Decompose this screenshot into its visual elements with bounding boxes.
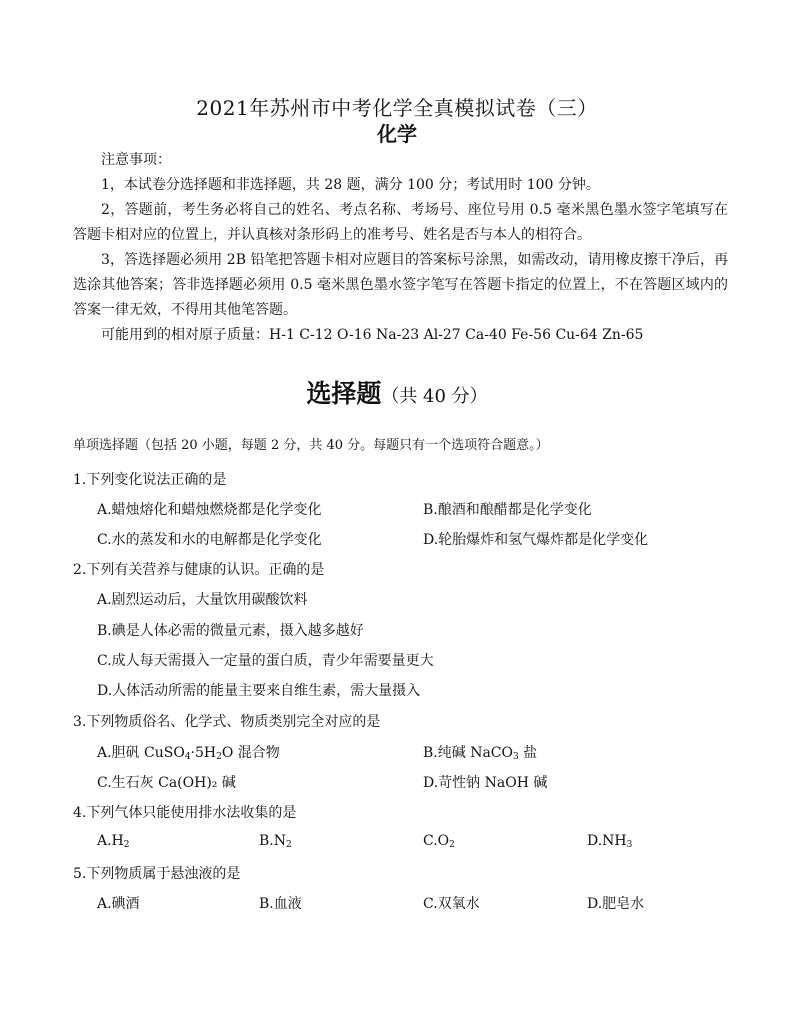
question-4-option-b-text: B.N: [259, 833, 286, 849]
notes-item-3: 3，答选择题必须用 2B 铅笔把答题卡相对应题目的答案标号涂黑，如需改动，请用橡皮擦干净后，再选涂其他答案；答非选择题必须用 0.5 毫米黑色墨水签字笔写在答题卡指定的位置上，不在答题区域内的答案一律无效，不得用其他笔答题。: [73, 252, 728, 318]
section-score: （共 40 分）: [381, 386, 488, 407]
question-3-option-b-text: 盐: [518, 745, 538, 761]
question-3-option-b: [423, 742, 537, 762]
question-1-option-c: C.水的蒸发和水的电解都是化学变化: [97, 532, 322, 548]
question-4-option-d-sub: 3: [626, 840, 633, 850]
question-5-option-b: B.血液: [259, 896, 302, 912]
section-heading: [0, 374, 794, 410]
question-3-option-b-sub: 3: [512, 752, 519, 762]
question-3-option-a-text: ·5H: [190, 745, 217, 761]
question-4-option-c-text: C.O: [423, 833, 450, 849]
notes-block: [73, 148, 728, 348]
question-4-option-d: [587, 833, 632, 850]
section-instructions: 单项选择题（包括 20 小题，每题 2 分，共 40 分。每题只有一个选项符合题意。）: [73, 438, 549, 453]
section-title: 选择题: [306, 379, 382, 408]
question-4-option-c: [423, 833, 455, 850]
question-4-option-b: [259, 833, 292, 850]
question-5-option-d: D.肥皂水: [587, 896, 645, 912]
notes-item-2: 2，答题前，考生务必将自己的姓名、考点名称、考场号、座位号用 0.5 毫米黑色墨水签字笔填写在答题卡相对应的位置上，并认真核对条形码上的准考号、姓名是否与本人的相符合。: [73, 202, 728, 243]
question-2-option-b: B.碘是人体必需的微量元素，摄入越多越好: [97, 623, 364, 639]
question-3-option-a-text: A.胆矾 CuSO: [97, 745, 185, 761]
notes-item-1: 1，本试卷分选择题和非选择题，共 28 题，满分 100 分；考试用时 100 分钟。: [101, 177, 600, 193]
question-2-stem: 2.下列有关营养与健康的认识。正确的是: [73, 562, 325, 578]
question-1-option-a: A.蜡烛熔化和蜡烛燃烧都是化学变化: [97, 502, 322, 518]
question-4-option-b-sub: 2: [286, 840, 292, 850]
question-3-option-d: D.苛性钠 NaOH 碱: [423, 775, 548, 791]
question-1-option-d: D.轮胎爆炸和氢气爆炸都是化学变化: [423, 532, 649, 548]
question-2-option-d: D.人体活动所需的能量主要来自维生素，需大量摄入: [97, 683, 421, 699]
question-4-stem: 4.下列气体只能使用排水法收集的是: [73, 805, 297, 821]
question-3-option-b-text: B.纯碱 NaCO: [423, 745, 513, 761]
question-3-stem: 3.下列物质俗名、化学式、物质类别完全对应的是: [73, 714, 381, 730]
question-5-option-c: C.双氧水: [423, 896, 480, 912]
question-2-option-c: C.成人每天需摄入一定量的蛋白质，青少年需要量更大: [97, 653, 434, 669]
question-3-option-a-sub: 4: [184, 752, 191, 762]
exam-title: 2021年苏州市中考化学全真模拟试卷（三）: [196, 96, 598, 120]
atomic-masses: 可能用到的相对原子质量：H-1 C-12 O-16 Na-23 Al-27 Ca-40 Fe-56 Cu-64 Zn-65: [101, 327, 644, 343]
question-2-option-a: A.剧烈运动后，大量饮用碳酸饮料: [97, 592, 308, 608]
question-3-option-a-sub: 2: [216, 752, 222, 762]
question-3-option-c: C.生石灰 Ca(OH)₂ 碱: [97, 775, 236, 791]
question-3-option-a-text: O 混合物: [221, 745, 280, 761]
question-4-option-a-sub: 2: [123, 840, 130, 850]
question-3-option-a: [97, 742, 280, 762]
question-4-option-d-text: D.NH: [587, 833, 627, 849]
question-4-option-c-sub: 2: [449, 840, 455, 850]
question-1-option-b: B.酿酒和酿醋都是化学变化: [423, 502, 592, 518]
question-4-option-a-text: A.H: [97, 833, 124, 849]
exam-subject: 化学: [377, 122, 417, 146]
question-5-option-a: A.碘酒: [97, 896, 140, 912]
question-1-stem: 1.下列变化说法正确的是: [73, 472, 227, 488]
question-4-option-a: [97, 833, 130, 850]
question-5-stem: 5.下列物质属于悬浊液的是: [73, 866, 241, 882]
notes-heading: 注意事项：: [101, 152, 171, 168]
